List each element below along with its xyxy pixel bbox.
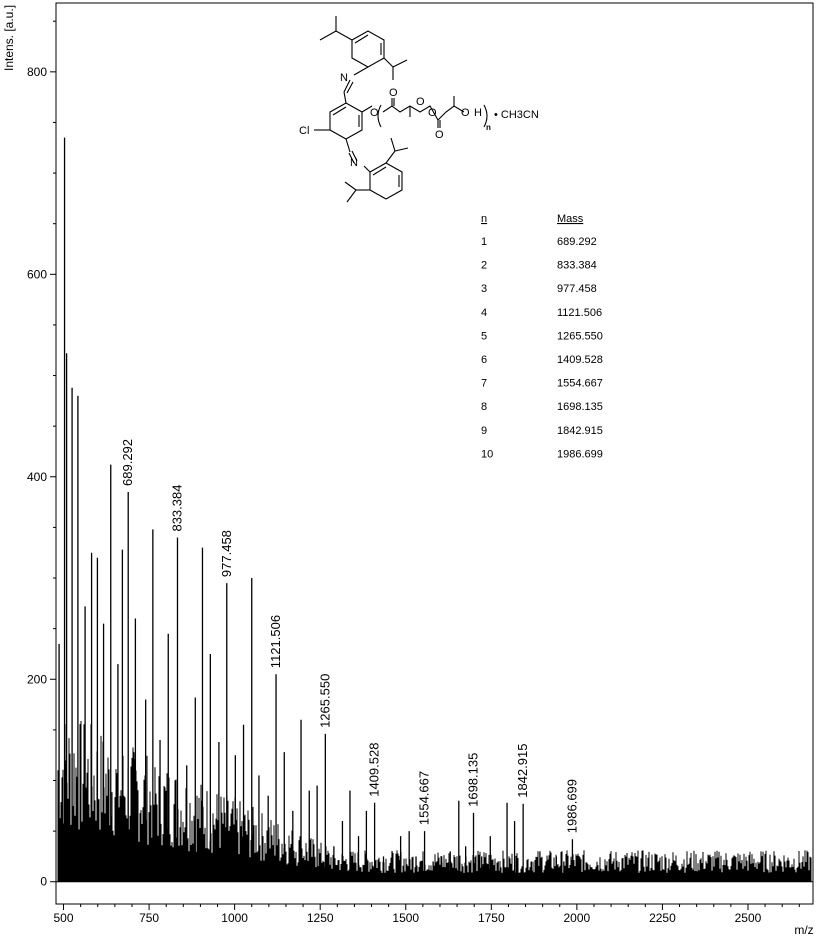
y-tick-label: 400 (26, 469, 47, 484)
table-cell-mass: 1409.528 (557, 354, 603, 366)
noise-baseline (58, 721, 811, 882)
table-rows (481, 236, 603, 460)
x-tick-label: 1250 (306, 911, 334, 925)
table-cell-n: 2 (481, 259, 488, 272)
table-cell-mass: 1554.667 (557, 377, 603, 390)
table-header-mass: Mass (557, 213, 584, 225)
peak-label: 1986.699 (564, 778, 580, 834)
x-tick-label: 2000 (563, 911, 591, 925)
table-cell-mass: 1986.699 (557, 448, 603, 461)
atom-o-end: O (461, 107, 470, 119)
table-cell-mass: 977.458 (557, 283, 597, 296)
y-tick-label: 0 (40, 874, 47, 889)
atom-o-carbonyl-1: O (389, 87, 398, 99)
table-cell-n: 4 (481, 306, 488, 319)
x-tick-label: 2250 (649, 911, 676, 925)
x-tick-label: 1500 (392, 911, 420, 925)
table-cell-n: 3 (481, 283, 488, 296)
peak-labels (120, 439, 579, 833)
solvent-label: • CH3CN (494, 109, 539, 121)
x-tick-label: 500 (53, 911, 74, 925)
x-tick-label: 1750 (477, 911, 505, 925)
x-tick-label: 750 (139, 911, 160, 925)
atom-n-top: N (340, 72, 348, 84)
table-cell-n: 7 (481, 377, 488, 390)
noise-trace (58, 721, 811, 882)
peak-label: 977.458 (218, 530, 234, 578)
atom-o-ether: O (370, 107, 379, 119)
peak-label: 1842.915 (515, 743, 531, 798)
table-cell-mass: 1698.135 (557, 401, 603, 414)
table-cell-n: 9 (481, 424, 488, 437)
x-tick-label: 1000 (221, 911, 248, 925)
peak-label: 1265.550 (317, 673, 333, 728)
table-cell-mass: 1265.550 (557, 330, 603, 343)
y-axis (27, 21, 56, 889)
x-axis (54, 904, 800, 925)
table-cell-n: 6 (481, 354, 488, 366)
repeat-subscript: n (486, 123, 491, 132)
y-tick-label: 200 (26, 672, 47, 687)
peak-label: 689.292 (120, 438, 136, 486)
peak-label: 833.384 (169, 484, 185, 532)
table-cell-n: 10 (481, 448, 494, 461)
y-tick-label: 800 (26, 64, 47, 79)
peak-label: 1409.528 (366, 742, 382, 797)
table-cell-n: 1 (481, 236, 488, 248)
table-cell-mass: 1121.506 (557, 306, 603, 319)
atom-n-bottom: N (350, 157, 358, 169)
peak-label: 1121.506 (268, 614, 284, 669)
table-cell-mass: 833.384 (557, 259, 597, 272)
atom-o-carbonyl-2: O (435, 129, 444, 141)
atom-o-ester-2: O (428, 107, 437, 119)
x-tick-label: 2500 (734, 911, 762, 925)
table-header-n: n (481, 213, 488, 225)
x-axis-label: m/z (794, 923, 814, 937)
atom-cl: Cl (299, 125, 310, 137)
atom-h: H (474, 107, 482, 119)
table-cell-n: 8 (481, 401, 488, 414)
peak-label: 1698.135 (465, 752, 481, 807)
atom-o-ester-1: O (416, 96, 425, 108)
molecule-labels (299, 72, 539, 169)
peak-label: 1554.667 (416, 770, 432, 826)
y-axis-label: Intens. [a.u.] (2, 4, 16, 72)
table-cell-mass: 1842.915 (557, 424, 603, 437)
y-tick-label: 600 (26, 267, 47, 282)
mass-table (481, 213, 603, 460)
table-cell-n: 5 (481, 330, 488, 343)
table-cell-mass: 689.292 (557, 236, 597, 248)
